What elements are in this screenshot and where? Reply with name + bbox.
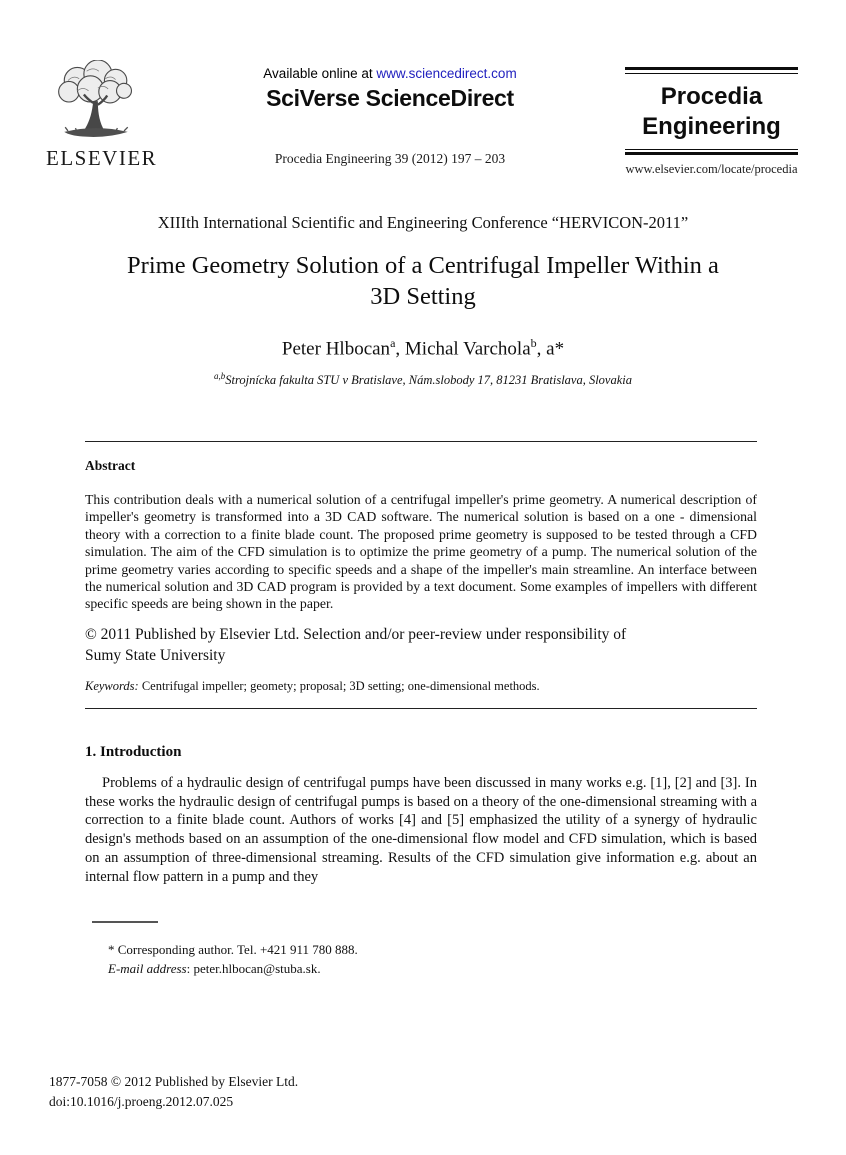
box-bottom-rule-thick [625,152,798,155]
elsevier-wordmark: ELSEVIER [46,146,158,170]
section-heading-introduction: 1. Introduction [85,744,182,760]
abstract-top-rule [85,441,757,442]
abstract-bottom-rule [85,708,757,709]
author-line [85,336,761,360]
abstract-heading: Abstract [85,458,136,473]
paper-title-line2: 3D Setting [370,283,476,310]
affiliation-line [85,371,761,388]
abstract-body: This contribution deals with a numerical solution of a centrifugal impeller's prime geometry. A numerical description of impeller's geometry is transformed into a 3D CAD software. The numerical solution is based on a one - dimensional theory with a correction to a finite blade count. The proposed prime geometry is supposed to be tested through a CFD simulation. The aim of the CFD simulation is to optimize the prime geometry of a pump. The numerical solution of the prime geometry varies according to specific speeds and a shape of the impeller's main streamline. An interface between the numerical solution and 3D CAD program is provided by a text document. Some examples of impellers with different specific speeds are being shown in the paper. [85,492,757,612]
copyright-statement [85,624,725,666]
paper-title [60,250,786,312]
author-separator: , [395,338,405,360]
keywords-line [85,679,757,694]
procedia-box-line1: Procedia [660,82,763,110]
author2-affiliation-mark: b [530,336,537,350]
footnote-line1: * Corresponding author. Tel. +421 911 780 888. [108,942,358,957]
affiliation-text: Strojnícka fakulta STU v Bratislave, Nám.slobody 17, 81231 Bratislava, Slovakia [225,373,633,388]
keywords-text: Centrifugal impeller; geomety; proposal; 3D setting; one-dimensional methods. [138,679,540,693]
box-top-rule-thick [625,67,798,70]
procedia-box-title [625,74,798,149]
available-online-text: Available online at [263,66,377,81]
email-address: : peter.hlbocan@stuba.sk. [186,961,321,976]
conference-line: XIIIth International Scientific and Engineering Conference “HERVICON-2011” [157,213,689,232]
keywords-label: Keywords: [85,679,139,693]
footnote-email-line [108,959,608,978]
header-center [170,66,610,112]
copyright-line1: © 2011 Published by Elsevier Ltd. Selection and/or peer-review under responsibility of [85,626,627,643]
author2-name: Michal Varchola [404,338,531,360]
footnote-rule [92,921,158,923]
journal-citation: Procedia Engineering 39 (2012) 197 – 203 [274,151,506,166]
email-label: E-mail address [108,961,187,976]
affiliation-sup: a,b [213,371,226,381]
available-online-line [170,66,610,81]
corresponding-author-footnote [108,940,608,978]
tree-trunk [85,101,104,129]
elsevier-locate-url: www.elsevier.com/locate/procedia [625,162,798,176]
paper-title-line1: Prime Geometry Solution of a Centrifugal Impeller Within a [127,252,719,279]
elsevier-tree-icon [49,60,143,144]
elsevier-logo [46,60,158,171]
issn-copyright-line: 1877-7058 © 2012 Published by Elsevier Ltd. [49,1074,299,1089]
author1-affiliation-mark: a [390,336,396,350]
doi-line: doi:10.1016/j.proeng.2012.07.025 [49,1094,234,1109]
introduction-paragraph [85,774,757,886]
procedia-journal-box [625,67,798,177]
author1-name: Peter Hlbocan [281,338,391,360]
introduction-text: Problems of a hydraulic design of centrifugal pumps have been discussed in many works e.g. [1], [2] and [3]. In these works the hydraulic design of centrifugal pumps is based on a theory of the one-dimensional streaming with a correction to a finite blade count. Authors of works [4] and [5] emphasized the utility of a synergy of hydraulic design's methods based on an assumption of the one-dimensional flow model and CFD simulation, which is based on an assumption of three-dimensional streaming. Results of the CFD simulation give information e.g. about an internal flow pattern in a pump and they [85,775,757,885]
author-line-tail: , a* [536,338,565,360]
box-bottom-rule-thin [625,149,798,150]
copyright-line2: Sumy State University [85,647,226,664]
sciverse-sciencedirect-wordmark: SciVerse ScienceDirect [266,85,514,111]
page-footer [49,1072,549,1112]
sciencedirect-link[interactable]: www.sciencedirect.com [376,66,517,81]
procedia-box-line2: Engineering [642,112,781,140]
